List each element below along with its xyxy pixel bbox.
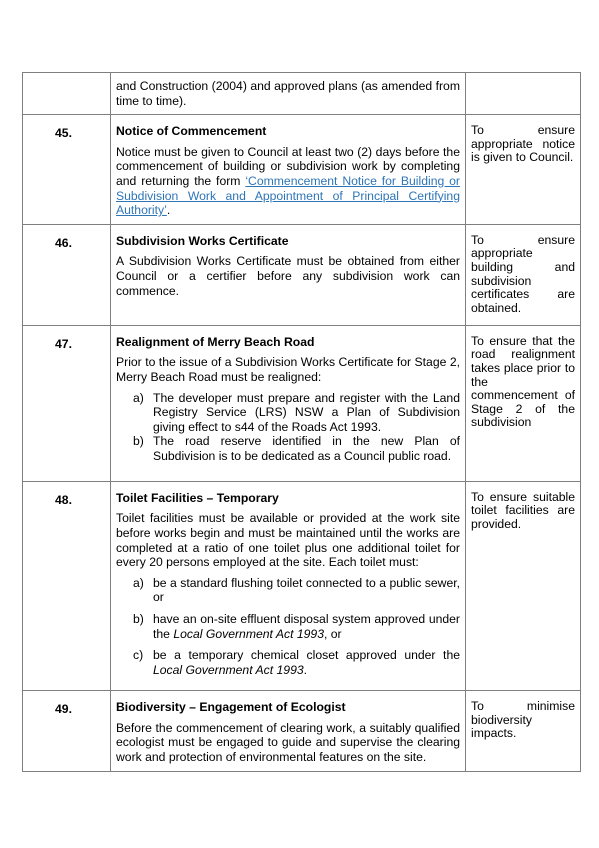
condition-number-cell: [23, 73, 111, 115]
table-row: [23, 691, 581, 771]
condition-reason-cell: [466, 325, 581, 481]
conditions-page: [22, 72, 578, 772]
table-row: [23, 115, 581, 225]
list-item: b) have an on-site effluent disposal system approved under the Local Government Act 1993, or: [133, 611, 460, 641]
table-row: [23, 224, 581, 325]
condition-title: Toilet Facilities – Temporary: [116, 490, 279, 505]
condition-text: Prior to the issue of a Subdivision Works Certificate for Stage 2, Merry Beach Road must be realigned:: [116, 355, 460, 384]
condition-number: 49.: [55, 702, 72, 717]
condition-body-cell: [111, 325, 466, 481]
condition-reason-cell: [466, 115, 581, 225]
condition-reason-cell: [466, 481, 581, 691]
condition-reason: To ensure that the road realignment takes place prior to the commencement of Stage 2 of the subdivision: [471, 333, 575, 430]
condition-text: and Construction (2004) and approved plans (as amended from time to time).: [116, 79, 460, 108]
list-item: a) The developer must prepare and register with the Land Registry Service (LRS) NSW a Plan of Subdivision giving effect to s44 of the Roads Act 1993.: [133, 390, 460, 434]
condition-subitems: [116, 576, 460, 678]
condition-body-cell: [111, 481, 466, 691]
condition-reason: To ensure appropriate building and subdivision certificates are obtained.: [471, 232, 575, 315]
condition-reason: To ensure appropriate notice is given to Council.: [471, 123, 575, 165]
condition-text: Toilet facilities must be available or provided at the work site before works begin and must be maintained until the works are completed at a ratio of one toilet plus one additional toilet for every 20 persons employed at the site. Each toilet must:: [116, 511, 460, 570]
condition-body-cell: [111, 691, 466, 771]
condition-text: Before the commencement of clearing work, a suitably qualified ecologist must be engaged to guide and supervise the clearing work and protection of environmental features on the site.: [116, 720, 460, 765]
table-row: [23, 73, 581, 115]
condition-title: Notice of Commencement: [116, 124, 267, 139]
condition-body-cell: [111, 73, 466, 115]
condition-number: 46.: [55, 235, 72, 250]
condition-reason: To minimise biodiversity impacts.: [471, 699, 575, 741]
condition-reason-cell: [466, 691, 581, 771]
condition-reason-cell: [466, 73, 581, 115]
condition-number: 48.: [55, 492, 72, 507]
condition-reason-cell: [466, 224, 581, 325]
condition-title: Subdivision Works Certificate: [116, 233, 289, 248]
condition-body-cell: [111, 224, 466, 325]
condition-title: Biodiversity – Engagement of Ecologist: [116, 700, 346, 715]
table-row: [23, 481, 581, 691]
list-item: c) be a temporary chemical closet approved under the Local Government Act 1993.: [133, 648, 460, 677]
condition-number-cell: [23, 325, 111, 481]
table-row: [23, 325, 581, 481]
condition-number-cell: [23, 115, 111, 225]
condition-subitems: [116, 391, 460, 464]
condition-number: 45.: [55, 126, 72, 141]
condition-text: Notice must be given to Council at least two (2) days before the commencement of building or subdivision work by completing and returning the form ‘Commencement Notice for Building or Subdivision Work and Appointment of Principal Certifying Authority’.: [116, 144, 460, 218]
commencement-notice-form-link[interactable]: ‘Commencement Notice for Building or Subdivision Work and Appointment of Principal Certifying Authority’: [116, 173, 460, 218]
condition-text: A Subdivision Works Certificate must be obtained from either Council or a certifier before any subdivision work can commence.: [116, 254, 460, 298]
condition-number-cell: [23, 691, 111, 771]
condition-body-cell: [111, 115, 466, 225]
list-item: b) The road reserve identified in the new Plan of Subdivision is to be dedicated as a Council public road.: [133, 434, 460, 463]
condition-reason: To ensure suitable toilet facilities are provided.: [471, 489, 575, 531]
condition-title: Realignment of Merry Beach Road: [116, 334, 315, 349]
conditions-table: [22, 72, 581, 772]
condition-number: 47.: [55, 336, 72, 351]
condition-number-cell: [23, 481, 111, 691]
list-item: a) be a standard flushing toilet connected to a public sewer, or: [133, 575, 460, 605]
condition-number-cell: [23, 224, 111, 325]
